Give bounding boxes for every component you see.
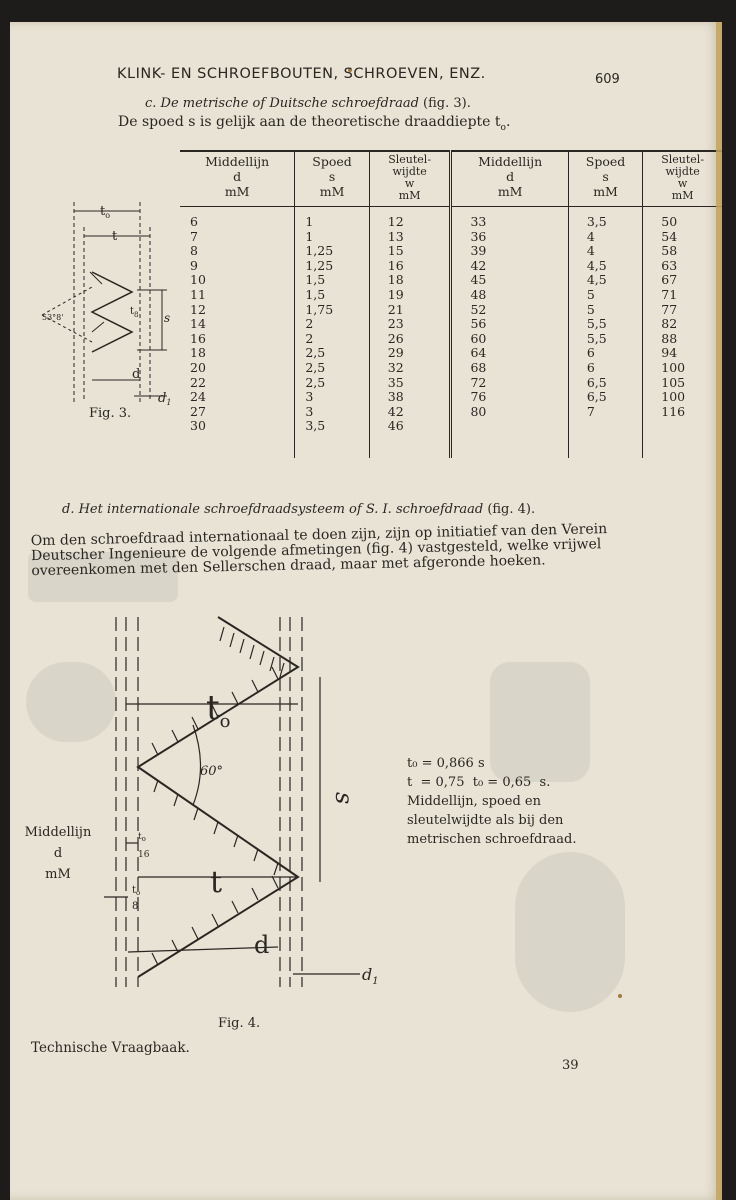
table-cell: 26 [369,332,451,347]
table-cell: 12 [190,301,206,317]
table-cell [369,434,451,458]
table-cell: 1,25 [295,259,369,274]
table-cell: 1,75 [295,303,369,318]
fig4-hatch [154,780,278,875]
table-cell: 24 [190,389,206,405]
formula-block [407,754,617,849]
fig4-angle-label: 60° [200,764,224,779]
table-cell: 105 [643,376,722,391]
table-cell [643,434,722,458]
table-cell: 42 [451,259,568,274]
table-cell: 1 [295,207,369,230]
table-row [180,303,722,318]
table-cell: 1,25 [295,244,369,259]
table-cell: 22 [190,374,206,390]
table-row [180,332,722,347]
table-cell: 100 [643,390,722,405]
formula-t0: t₀ = 0,866 s [407,756,485,771]
table-row [180,244,722,259]
table-cell [643,419,722,434]
col-header-diameter-2: Middellijn d mM [451,151,568,207]
table-cell: 32 [369,361,451,376]
table-cell: 19 [369,288,451,303]
table-cell: 71 [643,288,722,303]
table-body [180,207,722,458]
col-header-diameter: Middellijn d mM [180,151,295,207]
intro-text: De spoed s is gelijk aan de theoretische draaddiepte t [118,114,501,130]
fig3-thread-profile [92,272,132,352]
table-cell: 68 [451,361,568,376]
table-cell: 54 [643,230,722,245]
section-c-heading [145,96,471,111]
footer-folio: 39 [562,1058,579,1073]
bleed-through-shape [515,852,625,1012]
table-cell [451,434,568,458]
table-cell: 10 [190,272,206,288]
table-cell: 1 [295,230,369,245]
table-cell: 20 [190,359,206,375]
col-header-pitch-2: Spoed s mM [568,151,642,207]
table-cell: 1,5 [295,273,369,288]
table-cell: 46 [369,419,451,434]
table-cell: 6,5 [568,376,642,391]
table-cell: 67 [643,273,722,288]
table-cell: 80 [451,405,568,420]
table-cell: 15 [369,244,451,259]
table-cell: 5,5 [568,332,642,347]
table-row [180,317,722,332]
section-d-label: d. Het internationale schroefdraadsysteem of S. I. schroefdraad [62,502,484,517]
fig3-thread-diagram [32,182,182,412]
table-row [180,376,722,391]
table-cell: 2,5 [295,361,369,376]
table-row [180,273,722,288]
table-cell: 3 [295,405,369,420]
table-cell [295,434,369,458]
table-cell [568,434,642,458]
table-header-row [180,151,722,207]
table-cell: 4,5 [568,259,642,274]
table-cell: 3 [295,390,369,405]
table-cell: 4 [568,244,642,259]
table-cell: 50 [643,207,722,230]
section-c-label: c. De metrische of Duitsche schroefdraad [145,96,419,111]
table-cell: 33 [451,207,568,230]
table-cell: 56 [451,317,568,332]
metric-thread-table [180,150,722,458]
fig4-t0-label: $t_o$ [206,688,231,732]
running-header: KLINK- EN SCHROEFBOUTEN, SCHROEVEN, ENZ. [117,66,486,82]
fig4-d-label: d [254,931,270,959]
legend-line-3: mM [45,867,71,882]
fig4-caption: Fig. 4. [218,1016,261,1031]
fig4-t16-label: $t_o$ [138,832,146,843]
section-c-intro [118,114,510,133]
table-cell: 2 [295,317,369,332]
fig3-d-label: d [132,367,141,382]
table-cell: 8 [190,243,198,259]
table-row [180,288,722,303]
intro-sub: o [500,122,506,133]
fig4-t-label: t [210,865,223,900]
table-cell: 6 [190,214,198,229]
col-header-wrench-2: Sleutel- wijdte w mM [643,151,722,207]
table-cell: 38 [369,390,451,405]
page-number: 609 [595,72,620,87]
table-cell: 5 [568,303,642,318]
table-cell [568,419,642,434]
table-cell: 30 [190,418,206,434]
table-cell [451,419,568,434]
table-cell: 11 [190,286,206,302]
table-cell: 1,5 [295,288,369,303]
fig3-t0-label: $t_o$ [100,204,111,220]
table-row [180,419,722,434]
table-cell: 94 [643,346,722,361]
fig4-thread-diagram [98,607,388,1007]
section-d-paragraph: Om den schroefdraad internationaal te doen zijn, zijn op initiatief van den Verein Deutscher Ingenieure de volgende afmetingen (fig. 4) vastgesteld, welke vrijwel overeenkomen met den Sellerschen draad, maar met afgeronde hoeken. [30,521,608,580]
fig3-t8-label: $t_8$ [130,306,139,319]
table-cell: 72 [451,376,568,391]
table-cell: 16 [190,330,206,346]
table-row [180,207,722,230]
section-c-ref: (fig. 3). [423,96,471,111]
fig3-angle-label: 53°8' [42,313,64,322]
table-cell: 3,5 [568,207,642,230]
col-header-wrench: Sleutel- wijdte w mM [369,151,451,207]
table-cell: 4,5 [568,273,642,288]
table-cell: 2,5 [295,376,369,391]
ink-speck [618,994,622,998]
table-cell: 29 [369,346,451,361]
fig4-t8-label: $t_o$ [132,885,141,897]
footer-book-title: Technische Vraagbaak. [31,1040,190,1056]
table-cell: 6,5 [568,390,642,405]
table-cell: 52 [451,303,568,318]
table-cell: 21 [369,303,451,318]
table-cell: 63 [643,259,722,274]
left-legend [18,822,98,885]
fig3-hatch [92,322,104,332]
table-row [180,390,722,405]
table-cell: 35 [369,376,451,391]
table-cell: 45 [451,273,568,288]
table-cell: 18 [190,345,206,361]
legend-line-2: d [53,846,63,861]
table-cell: 60 [451,332,568,347]
legend-line-1: Middellijn [24,825,92,840]
table-cell: 77 [643,303,722,318]
table-cell: 3,5 [295,419,369,434]
table-cell: 76 [451,390,568,405]
table-cell: 2 [295,332,369,347]
table-cell: 6 [568,346,642,361]
table-cell: 42 [369,405,451,420]
table-cell: 27 [190,403,206,419]
table-cell: 5 [568,288,642,303]
intro-end: . [505,114,511,130]
table-cell: 82 [643,317,722,332]
table-cell: 2,5 [295,346,369,361]
fig3-d1-label: $d_1$ [158,391,172,407]
col-header-pitch: Spoed s mM [295,151,369,207]
section-d-ref: (fig. 4). [487,502,536,517]
table-row [180,346,722,361]
table-cell: 36 [451,230,568,245]
fig4-d1-label: $d_1$ [362,965,379,987]
table-cell: 12 [369,207,451,230]
table-row [180,361,722,376]
table-cell: 14 [190,316,206,332]
fig4-s-label: s [330,792,358,805]
table-cell: 13 [369,230,451,245]
table-cell: 48 [451,288,568,303]
table-cell: 5,5 [568,317,642,332]
table-cell: 39 [451,244,568,259]
table-cell: 7 [190,228,198,244]
table-row [180,259,722,274]
formula-note: Middellijn, spoed en sleutelwijdte als bij den metrischen schroefdraad. [407,794,577,847]
fig3-s-label: s [164,311,171,325]
table-cell: 16 [369,259,451,274]
table-cell: 4 [568,230,642,245]
table-cell: 6 [568,361,642,376]
table-cell: 23 [369,317,451,332]
table-row [180,230,722,245]
table-cell: 116 [643,405,722,420]
table-cell: 58 [643,244,722,259]
table-row [180,405,722,420]
fig4-t16-den: 16 [138,850,150,860]
table-cell: 18 [369,273,451,288]
formula-t: t = 0,75 t₀ = 0,65 s. [407,775,551,790]
fig3-caption: Fig. 3. [89,406,132,421]
section-d-heading [62,502,535,517]
book-page [10,22,722,1200]
fig4-t8-den: 8 [132,901,139,912]
table-cell: 88 [643,332,722,347]
table-cell: 100 [643,361,722,376]
table-cell [180,434,295,458]
table-bottom-spacer [180,434,722,458]
table-cell: 64 [451,346,568,361]
table-cell: 7 [568,405,642,420]
table-cell: 9 [190,257,198,273]
fig3-t-label: t [112,229,118,244]
